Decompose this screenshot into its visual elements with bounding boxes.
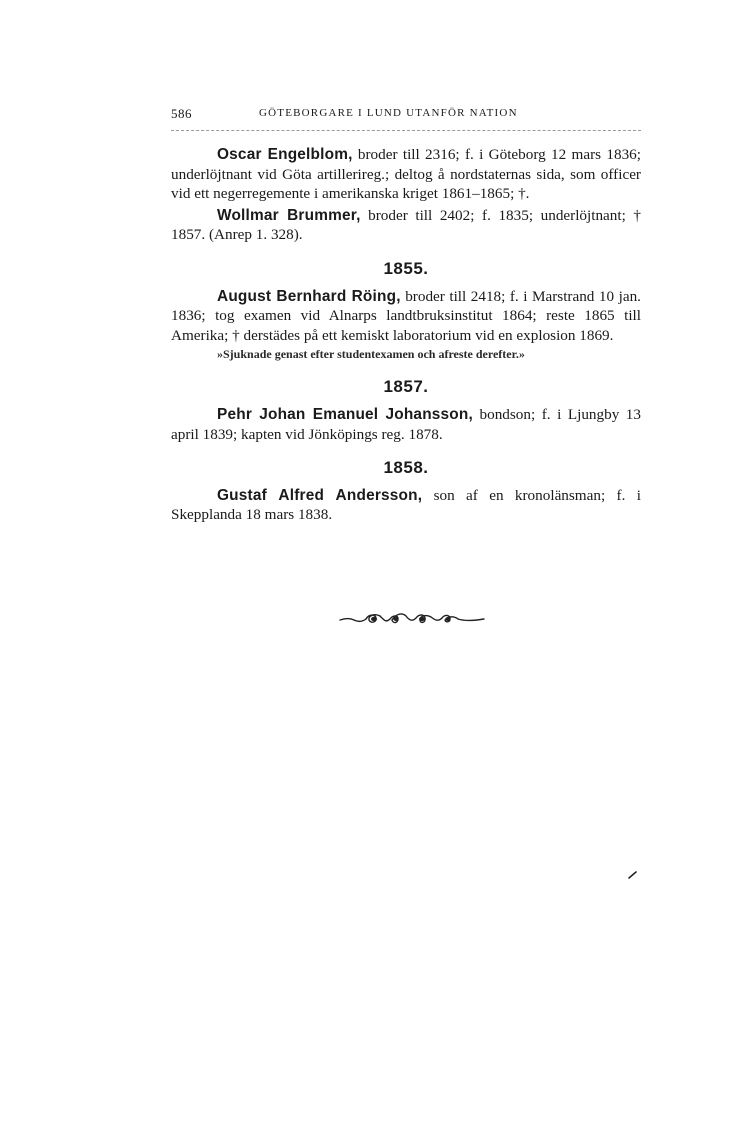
entry-name: Gustaf Alfred Andersson, (217, 486, 423, 504)
entry-oscar-engelblom (171, 145, 641, 204)
year-heading-1855: 1855. (383, 258, 429, 278)
entry-text: bondson; f. i Ljungby 13 april 1839; kapten vid Jönköpings reg. 1878. (171, 405, 641, 443)
entry-august-bernhard-roing (171, 287, 641, 346)
entries-list (171, 145, 641, 525)
entry-name: August Bernhard Röing, (217, 287, 401, 305)
header-rule (171, 130, 641, 131)
entry-text: broder till 2418; f. i Marstrand 10 jan. 1836; tog examen vid Alnarps landtbruksinstitut 1864; reste 1865 till Amerika; † derstädes på ett kemiskt laboratorium vid en explosion 1869. (171, 287, 641, 344)
page-number: 586 (171, 106, 192, 121)
year-heading-1857: 1857. (383, 377, 429, 397)
entry-text: son af en kronolänsman; f. i Skepplanda 18 mars 1838. (171, 486, 641, 524)
entry-gustaf-alfred-andersson (171, 486, 641, 525)
entry-text: broder till 2402; f. 1835; underlöjtnant; † 1857. (Anrep 1. 328). (171, 206, 642, 244)
entry-pehr-johan-emanuel-johansson (171, 405, 641, 444)
entry-name: Oscar Engelblom, (217, 146, 353, 163)
running-head-title: GÖTEBORGARE I LUND UTANFÖR NATION (259, 107, 518, 119)
entry-text: broder till 2316; f. i Göteborg 12 mars 1836; underlöjtnant vid Göta artillerireg.; deltog å nordstaternas sida, som officer vid ett negerregemente i amerikanska kriget 1861–1865; †. (171, 146, 641, 203)
running-head (171, 106, 643, 126)
entry-wollmar-brummer (171, 206, 641, 245)
entry-name: Pehr Johan Emanuel Johansson, (217, 405, 473, 423)
entry-name: Wollmar Brummer, (217, 206, 361, 224)
ink-speck-mark (628, 866, 638, 884)
end-flourish-ornament-icon (338, 606, 486, 637)
entry-quote: »Sjuknade genast efter studentexamen och afreste derefter.» (217, 347, 525, 362)
year-heading-1858: 1858. (383, 458, 429, 478)
